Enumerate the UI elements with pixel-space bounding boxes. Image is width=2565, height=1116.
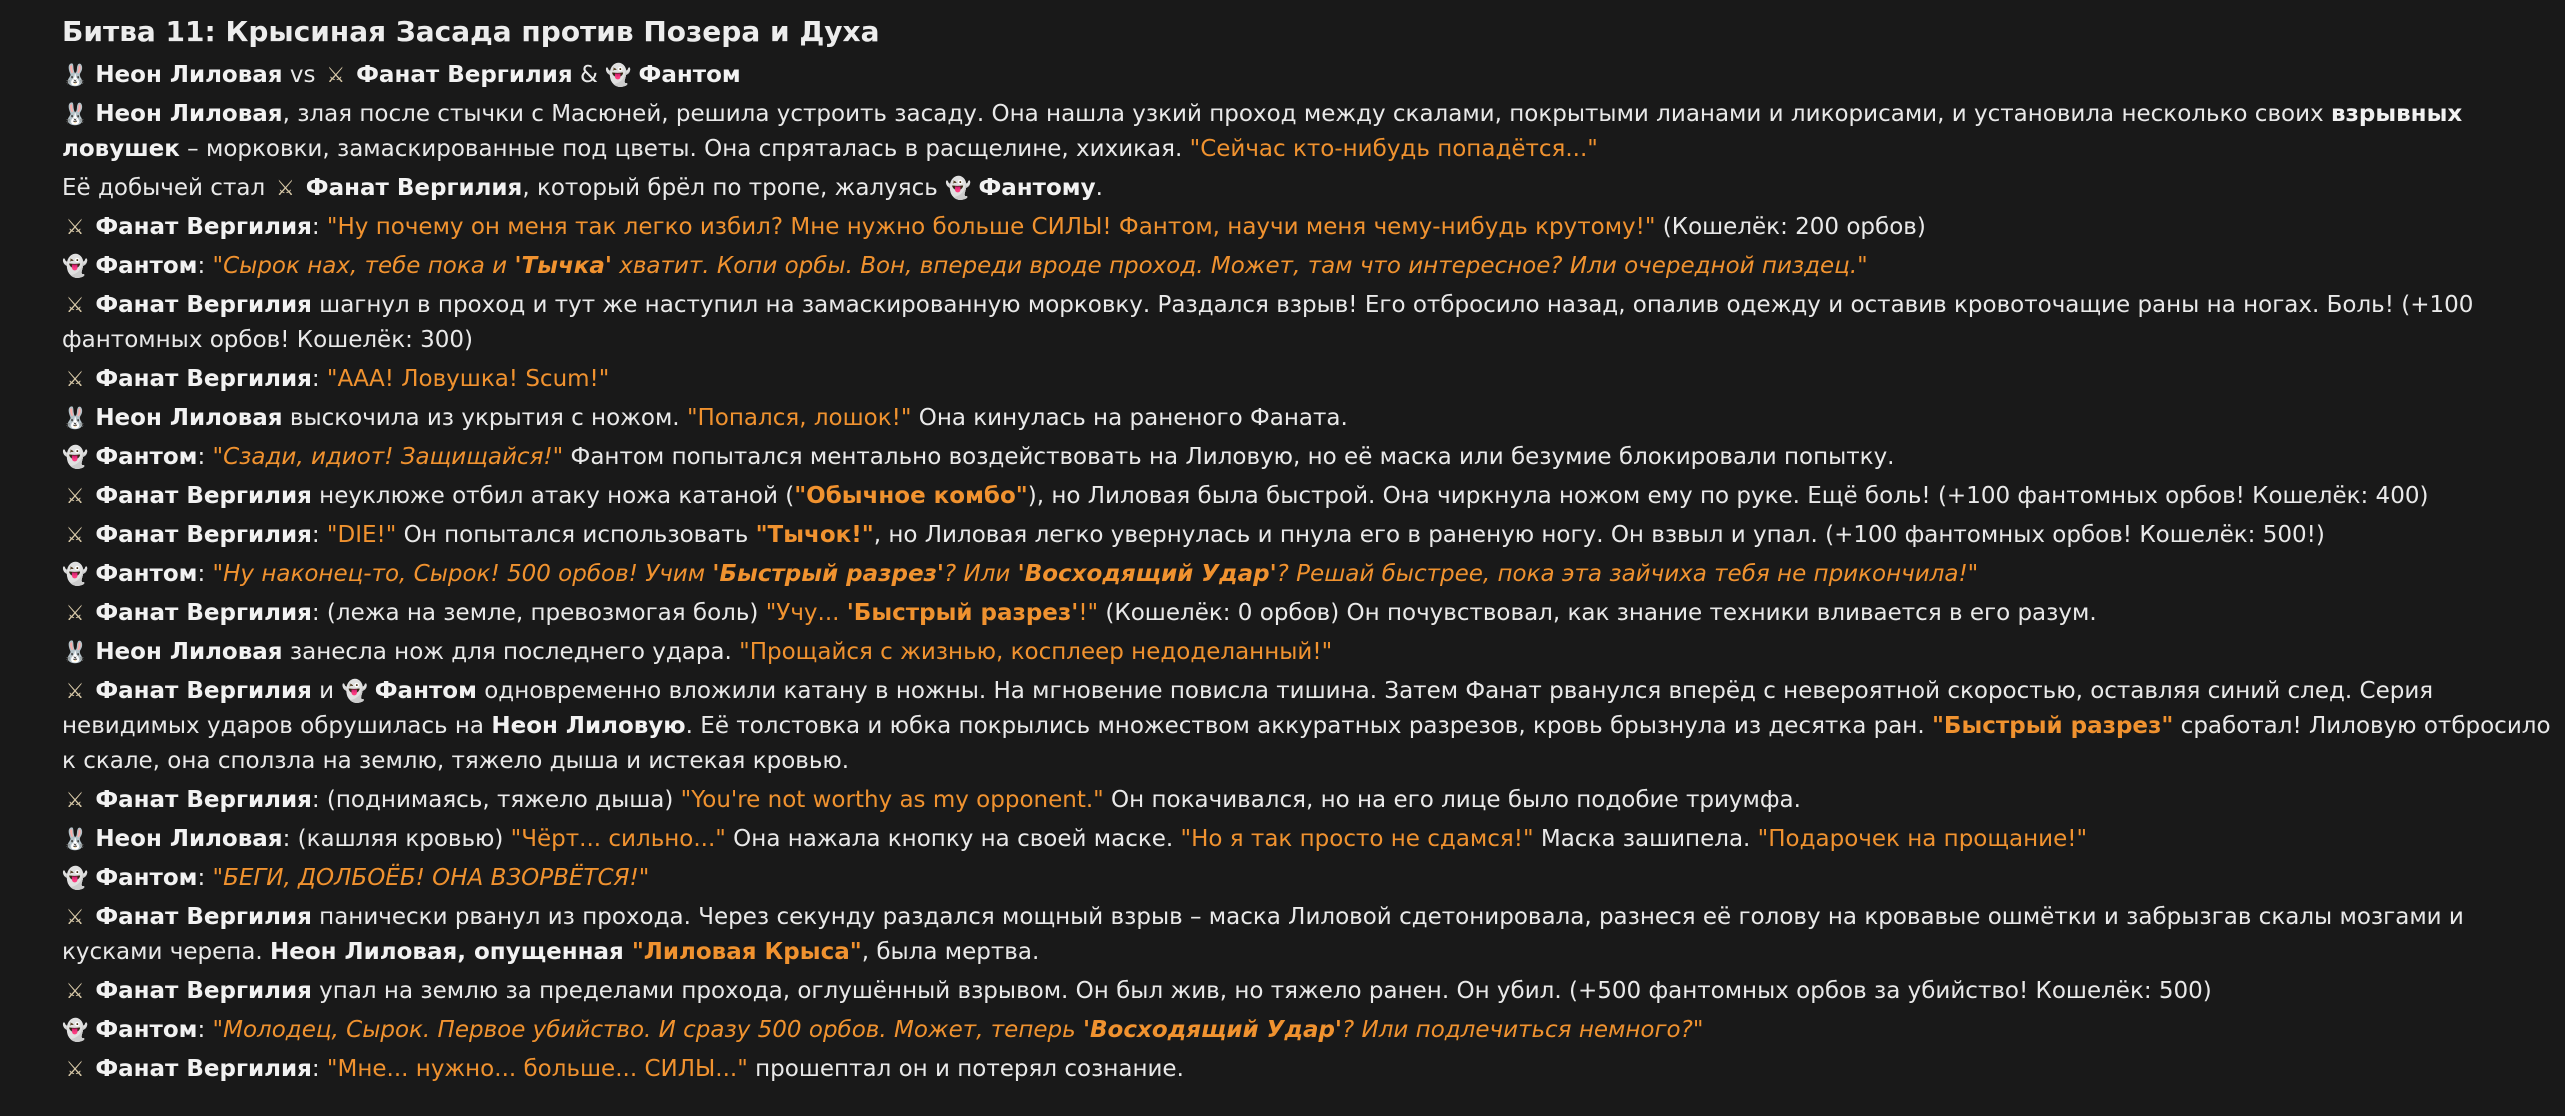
rabbit-icon: 🐰 [62,406,89,430]
story-paragraph: ⚔ Фанат Вергилия и 👻 Фантом одновременно вложили катану в ножны. На мгновение повисла тишина. Затем Фанат рванулся вперёд с невероятной скоростью, оставляя синий след. Серия невидимых ударов обрушилась на Неон Лиловую. Её толстовка и юбка покрылись множеством аккуратных разрезов, кровь брызнула из десятка ран. "Быстрый разрез" сработал! Лиловую отбросило к скале, она сползла на землю, тяжело дыша и истекая кровью. [62,674,2562,779]
sword-icon: ⚔ [65,905,85,929]
quote: "Ну почему он меня так легко избил? Мне нужно больше СИЛЫ! Фантом, научи меня чему-нибудь крутому!" [326,214,1656,240]
ghost-icon: 👻 [62,1018,89,1042]
quote: "Сырок нах, тебе пока и [212,253,515,279]
rabbit-icon: 🐰 [62,102,89,126]
dialogue-line: 🐰 Неон Лиловая: (кашляя кровью) "Чёрт... сильно..." Она нажала кнопку на своей маске. "Но я так просто не сдамся!" Маска зашипела. "Подарочек на прощание!" [62,822,2562,857]
dialogue-line: 👻 Фантом: "БЕГИ, ДОЛБОЁБ! ОНА ВЗОРВЁТСЯ!" [62,861,2562,896]
quote: "Ну наконец-то, Сырок! 500 орбов! Учим [212,561,713,587]
fan-name: Фанат Вергилия [356,62,573,88]
battle-title: Битва 11: Крысиная Засада против Позера и Духа [62,15,880,48]
story-paragraph: 🐰 Неон Лиловая выскочила из укрытия с ножом. "Попался, лошок!" Она кинулась на раненого Фаната. [62,401,2562,436]
technique-name: "Тычок!" [755,522,874,548]
dialogue-line: ⚔ Фанат Вергилия: (поднимаясь, тяжело дыша) "You're not worthy as my opponent." Он покачивался, но на его лице было подобие триумфа. [62,783,2562,818]
quote: "ААА! Ловушка! Scum!" [326,366,610,392]
quote: "Прощайся с жизнью, косплеер недоделанный!" [739,639,1333,665]
rabbit-icon: 🐰 [62,827,89,851]
dialogue-line: ⚔ Фанат Вергилия: "ААА! Ловушка! Scum!" [62,362,2562,397]
ghost-icon: 👻 [62,254,89,278]
story-paragraph: 🐰 Неон Лиловая занесла нож для последнего удара. "Прощайся с жизнью, косплеер недоделанный!" [62,635,2562,670]
ghost-icon: 👻 [62,866,89,890]
ghost-name: Фантом [638,62,741,88]
ghost-icon: 👻 [62,562,89,586]
rabbit-icon: 🐰 [62,640,89,664]
dialogue-line: 👻 Фантом: "Сзади, идиот! Защищайся!" Фантом попытался ментально воздействовать на Лиловую, но её маска или безумие блокировали попытку. [62,440,2562,475]
nickname: "Лиловая Крыса" [631,939,862,965]
sword-icon: ⚔ [65,1057,85,1081]
dialogue-line: 👻 Фантом: "Ну наконец-то, Сырок! 500 орбов! Учим 'Быстрый разрез'? Или 'Восходящий Удар'? Решай быстрее, пока эта зайчиха тебя не прикончила!" [62,557,2562,592]
quote: "Попался, лошок!" [686,405,912,431]
dialogue-line: ⚔ Фанат Вергилия: "Ну почему он меня так легко избил? Мне нужно больше СИЛЫ! Фантом, научи меня чему-нибудь крутому!" (Кошелёк: 200 орбов) [62,210,2562,245]
quote: "БЕГИ, ДОЛБОЁБ! ОНА ВЗОРВЁТСЯ!" [212,865,650,891]
quote: "Подарочек на прощание!" [1757,826,2088,852]
sword-icon: ⚔ [65,293,85,317]
dialogue-line: ⚔ Фанат Вергилия: "Мне... нужно... больше... СИЛЫ..." прошептал он и потерял сознание. [62,1052,2562,1087]
battle-document [62,12,2562,1091]
sword-icon: ⚔ [65,484,85,508]
quote: "Молодец, Сырок. Первое убийство. И сразу 500 орбов. Может, теперь [212,1017,1083,1043]
sword-icon: ⚔ [65,788,85,812]
quote: "Учу... [765,600,847,626]
sword-icon: ⚔ [326,63,346,87]
dialogue-line: ⚔ Фанат Вергилия: "DIE!" Он попытался использовать "Тычок!", но Лиловая легко увернулась и пнула его в раненую ногу. Он взвыл и упал. (+100 фантомных орбов! Кошелёк: 500!) [62,518,2562,553]
story-paragraph: Её добычей стал ⚔ Фанат Вергилия, который брёл по тропе, жалуясь 👻 Фантому. [62,171,2562,206]
sword-icon: ⚔ [276,176,295,200]
ghost-icon: 👻 [62,445,89,469]
ghost-icon: 👻 [605,63,632,87]
sword-icon: ⚔ [65,215,85,239]
story-paragraph: 🐰 Неон Лиловая, злая после стычки с Масюней, решила устроить засаду. Она нашла узкий проход между скалами, покрытыми лианами и ликорисами, и установила несколько своих взрывных ловушек – морковки, замаскированные под цветы. Она спряталась в расщелине, хихикая. "Сейчас кто-нибудь попадётся..." [62,97,2562,167]
quote: "Сейчас кто-нибудь попадётся..." [1189,136,1598,162]
sword-icon: ⚔ [65,523,85,547]
story-paragraph: ⚔ Фанат Вергилия панически рванул из прохода. Через секунду раздался мощный взрыв – маска Лиловой сдетонировала, разнеся её голову на кровавые ошмётки и забрызгав скалы мозгами и кусками черепа. Неон Лиловая, опущенная "Лиловая Крыса", была мертва. [62,900,2562,970]
quote: "Мне... нужно... больше... СИЛЫ..." [326,1056,748,1082]
technique-name: "Обычное комбо" [794,483,1028,509]
dialogue-line: ⚔ Фанат Вергилия: (лежа на земле, превозмогая боль) "Учу... 'Быстрый разрез'!" (Кошелёк: 0 орбов) Он почувствовал, как знание техники вливается в его разум. [62,596,2562,631]
technique-name: "Быстрый разрез" [1931,713,2174,739]
dialogue-line: 👻 Фантом: "Молодец, Сырок. Первое убийство. И сразу 500 орбов. Может, теперь 'Восходящий Удар'? Или подлечиться немного?" [62,1013,2562,1048]
quote: "Чёрт... сильно..." [510,826,726,852]
matchup-line: 🐰 Неон Лиловая vs ⚔ Фанат Вергилия & 👻 Фантом [62,58,2562,93]
quote: "You're not worthy as my opponent." [680,787,1104,813]
quote: "Сзади, идиот! Защищайся!" [212,444,564,470]
quote: "Но я так просто не сдамся!" [1180,826,1534,852]
neon-name: Неон Лиловая [95,62,283,88]
sword-icon: ⚔ [65,367,85,391]
dialogue-line: 👻 Фантом: "Сырок нах, тебе пока и 'Тычка' хватит. Копи орбы. Вон, впереди вроде проход. Может, там что интересное? Или очередной пиздец." [62,249,2562,284]
sword-icon: ⚔ [65,979,85,1003]
quote: "DIE!" [326,522,397,548]
rabbit-icon: 🐰 [62,63,89,87]
story-paragraph: ⚔ Фанат Вергилия шагнул в проход и тут же наступил на замаскированную морковку. Раздался взрыв! Его отбросило назад, опалив одежду и оставив кровоточащие раны на ногах. Боль! (+100 фантомных орбов! Кошелёк: 300) [62,288,2562,358]
story-paragraph: ⚔ Фанат Вергилия упал на землю за пределами прохода, оглушённый взрывом. Он был жив, но тяжело ранен. Он убил. (+500 фантомных орбов за убийство! Кошелёк: 500) [62,974,2562,1009]
story-paragraph: ⚔ Фанат Вергилия неуклюже отбил атаку ножа катаной ("Обычное комбо"), но Лиловая была быстрой. Она чиркнула ножом ему по руке. Ещё боль! (+100 фантомных орбов! Кошелёк: 400) [62,479,2562,514]
sword-icon: ⚔ [65,679,85,703]
ghost-icon: 👻 [341,679,368,703]
sword-icon: ⚔ [65,601,85,625]
ghost-icon: 👻 [945,176,972,200]
